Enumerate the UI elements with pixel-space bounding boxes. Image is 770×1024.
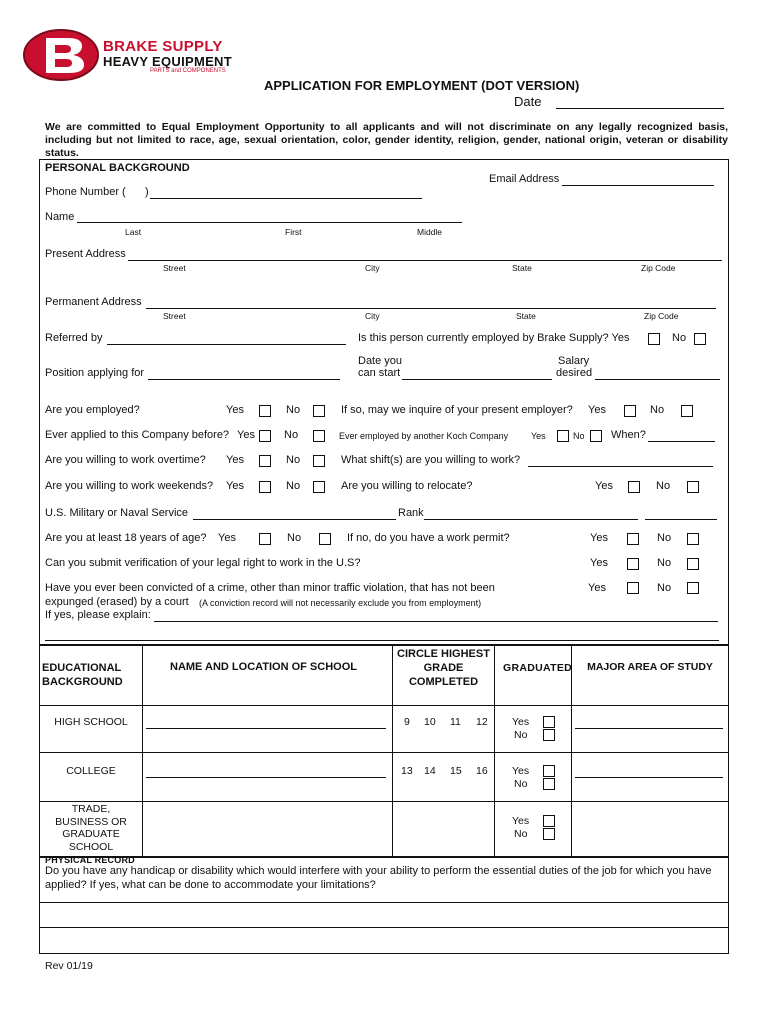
edu-heading: EDUCATIONAL BACKGROUND: [42, 662, 123, 688]
grade-option[interactable]: 16: [476, 765, 488, 777]
q-koch-yes-checkbox[interactable]: [557, 430, 569, 442]
q-permit-no-label: No: [657, 532, 672, 544]
present-state-caption: State: [512, 263, 532, 273]
q-koch-no-label: No: [573, 431, 585, 441]
phone-paren: ): [145, 186, 149, 198]
referred-field[interactable]: [107, 344, 346, 345]
name-label: Name: [45, 211, 75, 223]
q-verify-no-checkbox[interactable]: [687, 558, 699, 570]
q-inquire-yes-checkbox[interactable]: [624, 405, 636, 417]
q-shifts: What shift(s) are you willing to work?: [341, 454, 521, 466]
q-relocate: Are you willing to relocate?: [341, 480, 473, 492]
q-weekends-yes-checkbox[interactable]: [259, 481, 271, 493]
q-when-label: When?: [611, 429, 646, 441]
edu-college-no-checkbox[interactable]: [543, 778, 555, 790]
q-employed-yes-label: Yes: [226, 404, 244, 416]
q-explain-label: If yes, please explain:: [45, 609, 151, 621]
physical-heading: PHYSICAL RECORD: [45, 855, 135, 865]
q-rank-field[interactable]: [424, 519, 638, 520]
page-title: APPLICATION FOR EMPLOYMENT (DOT VERSION): [264, 78, 580, 93]
q-inquire-yes-label: Yes: [588, 404, 606, 416]
edu-row-divider-3: [39, 801, 729, 802]
edu-col-graduated: GRADUATED: [503, 662, 573, 674]
name-field[interactable]: [77, 222, 462, 223]
date-field[interactable]: [556, 108, 724, 109]
eeo-statement: We are committed to Equal Employment Opportunity to all applicants and will not discriminate on any legally recognized basis, including but not limited to race, age, sexual orientation, color, gender identity, religion, gender, national origin, veteran or disability status.: [45, 121, 728, 159]
edu-col-major: MAJOR AREA OF STUDY: [587, 661, 713, 673]
q-age18-yes-label: Yes: [218, 532, 236, 544]
q-overtime-yes-checkbox[interactable]: [259, 455, 271, 467]
q-relocate-yes-checkbox[interactable]: [628, 481, 640, 493]
grade-option[interactable]: 15: [450, 765, 462, 777]
physical-divider-2: [39, 927, 729, 928]
q-permit-yes-checkbox[interactable]: [627, 533, 639, 545]
grade-option[interactable]: 12: [476, 716, 488, 728]
present-address-field[interactable]: [128, 260, 722, 261]
edu-row-label: COLLEGE: [66, 765, 116, 777]
position-field[interactable]: [148, 379, 340, 380]
q-koch-yes-label: Yes: [531, 431, 546, 441]
q-inquire: If so, may we inquire of your present employer?: [341, 404, 573, 416]
q-permit-no-checkbox[interactable]: [687, 533, 699, 545]
q-convicted-note: (A conviction record will not necessarily exclude you from employment): [199, 598, 482, 608]
position-label: Position applying for: [45, 367, 145, 379]
edu-yes-label: Yes: [512, 815, 530, 827]
physical-answer-line-1[interactable]: [42, 906, 722, 924]
q-military-field[interactable]: [193, 519, 396, 520]
permanent-address-field[interactable]: [146, 308, 716, 309]
q-convicted-no-label: No: [657, 582, 672, 594]
q-permit: If no, do you have a work permit?: [347, 532, 510, 544]
brake-employed-yes-checkbox[interactable]: [648, 333, 660, 345]
brake-employed-no-checkbox[interactable]: [694, 333, 706, 345]
salary-label-1: Salary: [558, 355, 590, 367]
q-relocate-no-label: No: [656, 480, 671, 492]
q-rank-label: Rank: [398, 507, 424, 519]
logo-line3: PARTS and COMPONENTS: [150, 68, 226, 74]
grade-option[interactable]: 13: [401, 765, 413, 777]
q-convicted-yes-checkbox[interactable]: [627, 582, 639, 594]
permanent-zip-caption: Zip Code: [644, 311, 679, 321]
grade-option[interactable]: 10: [424, 716, 436, 728]
q-rank-extra-field[interactable]: [645, 519, 717, 520]
q-employed-no-checkbox[interactable]: [313, 405, 325, 417]
q-verify-yes-label: Yes: [590, 557, 608, 569]
grade-option[interactable]: 14: [424, 765, 436, 777]
q-shifts-field[interactable]: [528, 466, 713, 467]
q-applied-no-checkbox[interactable]: [313, 430, 325, 442]
permanent-city-caption: City: [365, 311, 380, 321]
permanent-state-caption: State: [516, 311, 536, 321]
grade-option[interactable]: 9: [404, 716, 410, 728]
start-date-label-2: can start: [358, 367, 401, 379]
edu-divider-2: [392, 644, 393, 856]
q-military: U.S. Military or Naval Service: [45, 507, 189, 519]
edu-row-divider-2: [39, 752, 729, 753]
revision-label: Rev 01/19: [45, 960, 93, 972]
referred-label: Referred by: [45, 332, 103, 344]
present-city-caption: City: [365, 263, 380, 273]
q-overtime-no-checkbox[interactable]: [313, 455, 325, 467]
logo-mark-icon: [22, 28, 100, 82]
q-weekends-no-label: No: [286, 480, 301, 492]
edu-highschool-name-field[interactable]: [146, 728, 386, 729]
q-convicted-line1: Have you ever been convicted of a crime, other than minor traffic violation, that has not been: [45, 582, 495, 594]
physical-answer-line-2[interactable]: [42, 930, 722, 948]
q-weekends: Are you willing to work weekends?: [45, 480, 214, 492]
edu-college-major-field[interactable]: [575, 777, 723, 778]
q-inquire-no-label: No: [650, 404, 665, 416]
q-relocate-yes-label: Yes: [595, 480, 613, 492]
q-employed-no-label: No: [286, 404, 301, 416]
phone-field[interactable]: [150, 198, 422, 199]
edu-college-yes-checkbox[interactable]: [543, 765, 555, 777]
name-middle-caption: Middle: [417, 227, 443, 237]
edu-divider-1: [142, 644, 143, 856]
q-overtime: Are you willing to work overtime?: [45, 454, 206, 466]
q-age18-no-label: No: [287, 532, 302, 544]
q-when-field[interactable]: [648, 441, 715, 442]
start-date-field[interactable]: [402, 379, 552, 380]
phone-label: Phone Number (: [45, 186, 126, 198]
present-address-label: Present Address: [45, 248, 126, 260]
grade-option[interactable]: 11: [450, 716, 461, 728]
edu-trade-no-checkbox[interactable]: [543, 828, 555, 840]
brake-employed-question: Is this person currently employed by Brake Supply? Yes: [358, 332, 630, 344]
edu-yes-label: Yes: [512, 716, 530, 728]
edu-no-label: No: [514, 729, 528, 741]
start-date-label-1: Date you: [358, 355, 403, 367]
date-label: Date: [514, 94, 542, 109]
q-age18: Are you at least 18 years of age?: [45, 532, 207, 544]
salary-field[interactable]: [595, 379, 720, 380]
edu-divider-3: [494, 644, 495, 856]
edu-highschool-no-checkbox[interactable]: [543, 729, 555, 741]
q-weekends-yes-label: Yes: [226, 480, 244, 492]
physical-divider-1: [39, 902, 729, 903]
present-zip-caption: Zip Code: [641, 263, 676, 273]
edu-col-grade: CIRCLE HIGHEST GRADE COMPLETED: [397, 648, 490, 688]
personal-heading: PERSONAL BACKGROUND: [45, 162, 190, 174]
present-street-caption: Street: [163, 263, 186, 273]
q-permit-yes-label: Yes: [590, 532, 608, 544]
q-applied-no-label: No: [284, 429, 299, 441]
q-koch-no-checkbox[interactable]: [590, 430, 602, 442]
q-verify-yes-checkbox[interactable]: [627, 558, 639, 570]
edu-row-label: TRADE, BUSINESS OR GRADUATE SCHOOL: [55, 803, 127, 853]
q-age18-yes-checkbox[interactable]: [259, 533, 271, 545]
name-last-caption: Last: [125, 227, 142, 237]
edu-highschool-major-field[interactable]: [575, 728, 723, 729]
permanent-address-label: Permanent Address: [45, 296, 142, 308]
name-first-caption: First: [285, 227, 302, 237]
edu-no-label: No: [514, 778, 528, 790]
logo-line1: BRAKE SUPPLY: [103, 38, 223, 55]
main-form-frame: [39, 159, 729, 646]
q-relocate-no-checkbox[interactable]: [687, 481, 699, 493]
q-applied-yes-label: Yes: [237, 429, 255, 441]
edu-divider-4: [571, 644, 572, 856]
q-convicted-no-checkbox[interactable]: [687, 582, 699, 594]
edu-row-label: HIGH SCHOOL: [54, 716, 128, 728]
edu-no-label: No: [514, 828, 528, 840]
q-employed-yes-checkbox[interactable]: [259, 405, 271, 417]
q-overtime-no-label: No: [286, 454, 301, 466]
edu-trade-yes-checkbox[interactable]: [543, 815, 555, 827]
q-convicted-yes-label: Yes: [588, 582, 606, 594]
q-applied-yes-checkbox[interactable]: [259, 430, 271, 442]
edu-yes-label: Yes: [512, 765, 530, 777]
logo-line2: HEAVY EQUIPMENT: [103, 54, 232, 69]
q-explain-field[interactable]: [154, 621, 718, 622]
edu-college-name-field[interactable]: [146, 777, 386, 778]
q-overtime-yes-label: Yes: [226, 454, 244, 466]
q-explain-field-2[interactable]: [45, 640, 719, 641]
brake-employed-no-label: No: [672, 332, 687, 344]
q-employed: Are you employed?: [45, 404, 140, 416]
q-weekends-no-checkbox[interactable]: [313, 481, 325, 493]
permanent-street-caption: Street: [163, 311, 186, 321]
q-verify: Can you submit verification of your legal right to work in the U.S?: [45, 557, 361, 569]
q-convicted-line2: expunged (erased) by a court: [45, 596, 189, 608]
edu-row-divider-1: [39, 705, 729, 706]
edu-highschool-yes-checkbox[interactable]: [543, 716, 555, 728]
edu-col-school: NAME AND LOCATION OF SCHOOL: [170, 661, 357, 673]
email-label: Email Address: [489, 173, 560, 185]
physical-question: Do you have any handicap or disability which would interfere with your ability to perform the essential duties of the job for which you have applied? If yes, what can be done to accommodate your limitations?: [45, 865, 712, 891]
q-verify-no-label: No: [657, 557, 672, 569]
q-inquire-no-checkbox[interactable]: [681, 405, 693, 417]
q-age18-no-checkbox[interactable]: [319, 533, 331, 545]
q-applied: Ever applied to this Company before?: [45, 429, 230, 441]
q-koch: Ever employed by another Koch Company: [339, 431, 509, 441]
email-field[interactable]: [562, 185, 714, 186]
salary-label-2: desired: [556, 367, 593, 379]
